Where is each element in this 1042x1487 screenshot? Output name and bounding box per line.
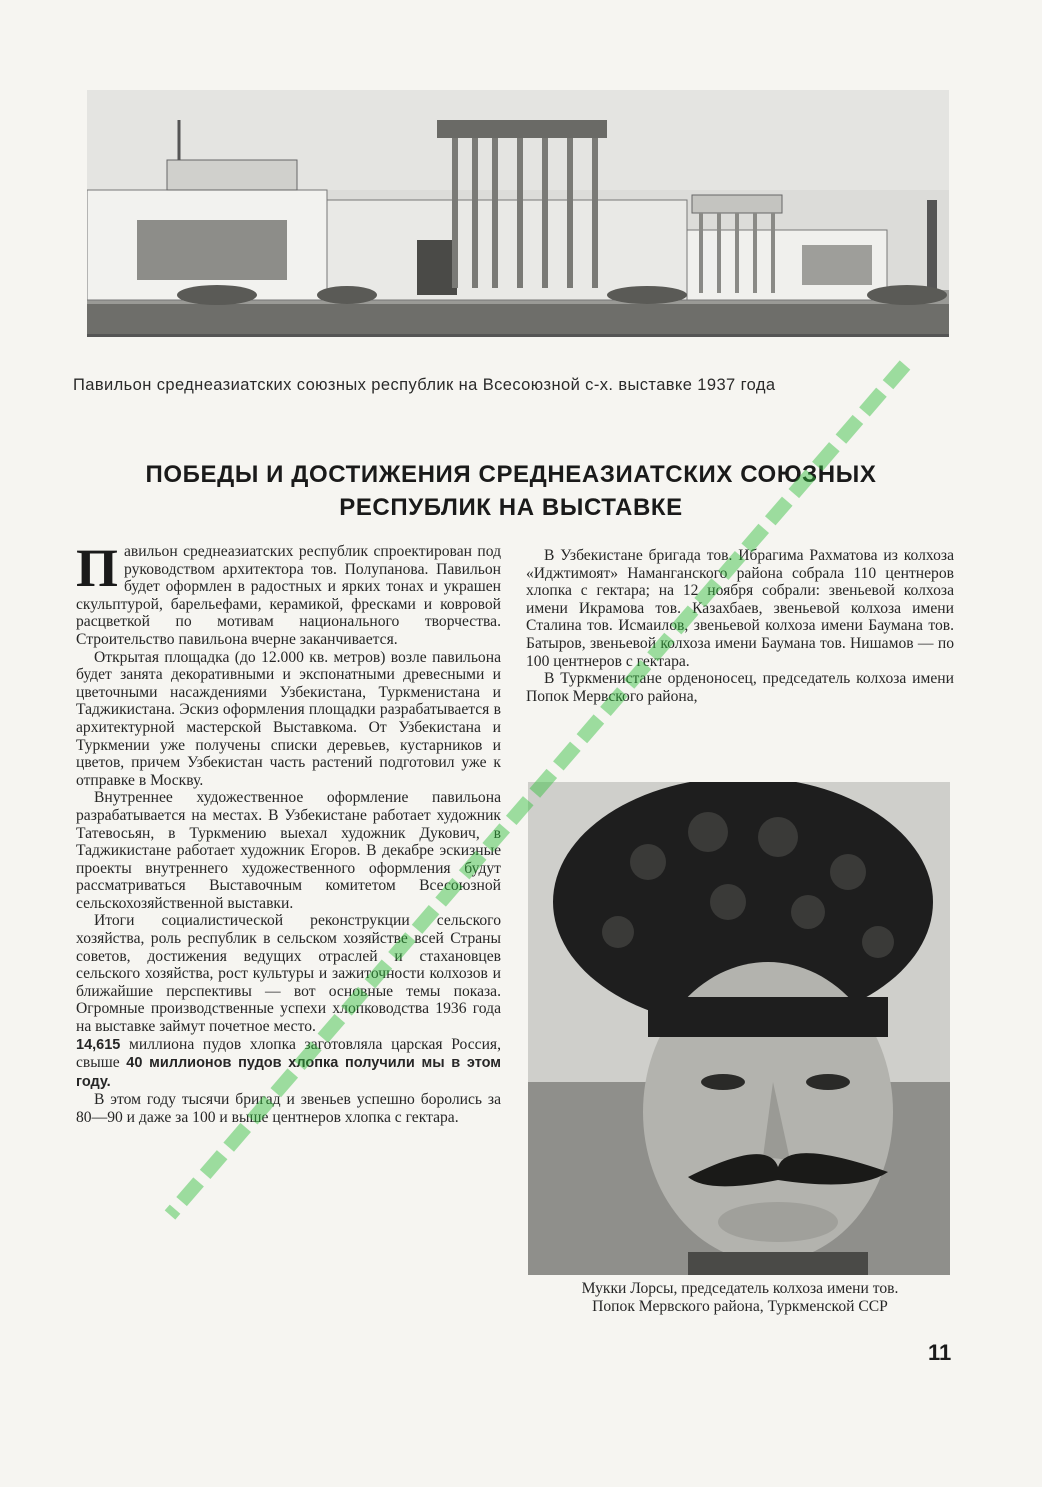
paragraph-6: В этом году тысячи бригад и звеньев успешно боролись за 80—90 и даже за 100 и выше центнеров хлопка с гектара. [76, 1091, 501, 1126]
portrait-photo [528, 782, 950, 1275]
page-number: 11 [928, 1340, 952, 1365]
paragraph-8: В Туркменистане орденоносец, председатель колхоза имени Попок Мервского района, [526, 670, 954, 705]
cotton-figure-old: 14,615 [76, 1036, 121, 1053]
paragraph-1-text: авильон среднеазиатских республик спроектирован под руководством архитектора тов. Полупанова. Павильон будет оформлен в радостных и ярких тонах и украшен скульптурой, барельефами, керамикой, фресками и ковровой расцветкой по мотивам национального творчества. Строительство павильона вчерне заканчивается. [76, 543, 501, 648]
portrait-illustration [528, 782, 950, 1275]
cotton-figure-new: 40 миллионов пудов хлопка получили мы в этом году. [76, 1055, 501, 1090]
paragraph-3: Внутреннее художественное оформление павильона разрабатывается на местах. В Узбекистане работает художник Татевосьян, в Туркмению выехал художник Дукович, в Таджикистане работает художник Егоров. В декабре эскизные проекты внутреннего художественного оформления будут рассматриваться Выставочным комитетом Всесоюзной сельскохозяйственной выставки. [76, 789, 501, 912]
right-column [526, 547, 954, 705]
pavilion-photo [87, 90, 949, 337]
portrait-caption-line1: Мукки Лорсы, председатель колхоза имени тов. [581, 1280, 899, 1297]
left-column [76, 538, 501, 1127]
article-title-line1: ПОБЕДЫ И ДОСТИЖЕНИЯ СРЕДНЕАЗИАТСКИХ СОЮЗНЫХ [145, 461, 877, 488]
paragraph-2: Открытая площадка (до 12.000 кв. метров) возле павильона будет занята декоративными и экспонатными древесными и цветочными насаждениями Узбекистана, Туркменистана и Таджикистана. Эскиз оформления площадки разрабатывается в архитектурной мастерской Выставкома. От Узбекистана и Туркмении уже получены списки деревьев, кустарников и цветов, причем Узбекистан часть растений подготовил уже к отправке в Москву. [76, 648, 501, 789]
paragraph-5 [76, 1036, 501, 1092]
paragraph-4: Итоги социалистической реконструкции сельского хозяйства, роль республик в сельском хозяйстве всей Страны советов, достижения ведущих отраслей и стахановцев сельского хозяйства, рост культуры и зажиточности колхозов и ближайшие перспективы — вот основные темы показа. Огромные производственные успехи хлопководства 1936 года на выставке займут почетное место. [76, 912, 501, 1036]
portrait-caption [520, 1280, 960, 1316]
portrait-caption-line2: Попок Мервского района, Туркменской ССР [592, 1298, 888, 1315]
article-title [100, 458, 922, 524]
pavilion-illustration [87, 90, 949, 334]
dropcap: П [76, 538, 119, 598]
paragraph-7: В Узбекистане бригада тов. Ибрагима Рахматова из колхоза «Иджтимоят» Наманганского района собрала 110 центнеров хлопка с гектара; на 12 ноября собрали: звеньевой колхоза имени Икрамова тов. Казахбаев, звеньевой колхоза имени Сталина тов. Исмаилов, звеньевой колхоза имени Баумана тов. Батыров, звеньевой колхоза имени Баумана тов. Нишамов — по 100 центнеров с гектара. [526, 547, 954, 670]
pavilion-caption: Павильон среднеазиатских союзных республик на Всесоюзной с-х. выставке 1937 года [73, 376, 776, 394]
paragraph-5-text: миллиона пудов хлопка заготовляла царская Россия, свыше [76, 1035, 501, 1072]
article-title-line2: РЕСПУБЛИК НА ВЫСТАВКЕ [339, 494, 683, 521]
paragraph-1 [76, 538, 501, 649]
